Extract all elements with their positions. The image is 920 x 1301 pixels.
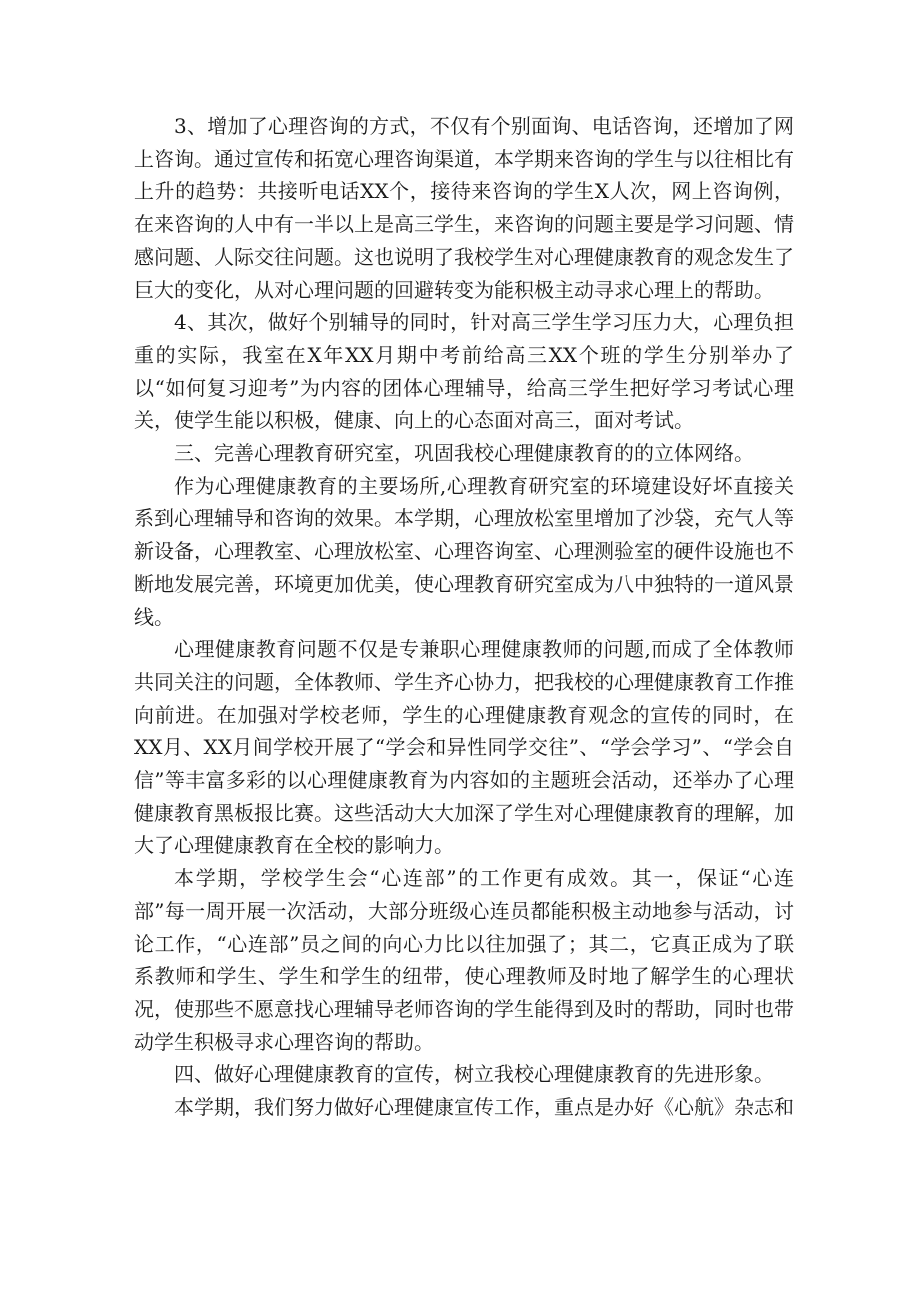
- paragraph-all-teachers: 心理健康教育问题不仅是专兼职心理健康教师的问题,而成了全体教师共同关注的问题，全体教师、学生齐心协力，把我校的心理健康教育工作推向前进。在加强对学校老师，学生的心理健康教育观念的宣传的同时，在XX月、XX月间学校开展了“学会和异性同学交往”、“学会学习”、“学会自信”等丰富多彩的以心理健康教育为内容如的主题班会活动，还举办了心理健康教育黑板报比赛。这些活动大大加深了学生对心理健康教育的理解，加大了心理健康教育在全校的影响力。: [134, 637, 794, 858]
- paragraph-research-room: 作为心理健康教育的主要场所,心理教育研究室的环境建设好坏直接关系到心理辅导和咨询的效果。本学期，心理放松室里增加了沙袋，充气人等新设备，心理教室、心理放松室、心理咨询室、心理测验室的硬件设施也不断地发展完善，环境更加优美，使心理教育研究室成为八中独特的一道风景线。: [134, 473, 794, 629]
- section-heading-3: 三、完善心理教育研究室，巩固我校心理健康教育的的立体网络。: [174, 441, 754, 466]
- paragraph-publicity: 本学期，我们努力做好心理健康宣传工作，重点是办好《心航》杂志和: [174, 1095, 794, 1120]
- section-heading-4: 四、做好心理健康教育的宣传，树立我校心理健康教育的先进形象。: [174, 1062, 774, 1087]
- document-body: [134, 110, 794, 1124]
- paragraph-item-4-senior-group-counseling: 4、其次，做好个别辅导的同时，针对高三学生学习压力大，心理负担重的实际，我室在X年XX月期中考前给高三XX个班的学生分别举办了以“如何复习迎考”为内容的团体心理辅导，给高三学生把好学习考试心理关，使学生能以积极，健康、向上的心态面对高三，面对考试。: [134, 310, 794, 433]
- paragraph-student-union: 本学期，学校学生会“心连部”的工作更有成效。其一，保证“心连部”每一周开展一次活动，大部分班级心连员都能积极主动地参与活动，讨论工作，“心连部”员之间的向心力比以往加强了；其二，它真正成为了联系教师和学生、学生和学生的纽带，使心理教师及时地了解学生的心理状况，使那些不愿意找心理辅导老师咨询的学生能得到及时的帮助，同时也带动学生积极寻求心理咨询的帮助。: [134, 866, 794, 1054]
- paragraph-item-3-consulting-methods: 3、增加了心理咨询的方式，不仅有个别面询、电话咨询，还增加了网上咨询。通过宣传和拓宽心理咨询渠道，本学期来咨询的学生与以往相比有上升的趋势：共接听电话XX个，接待来咨询的学生X人次，网上咨询例，在来咨询的人中有一半以上是高三学生，来咨询的问题主要是学习问题、情感问题、人际交往问题。这也说明了我校学生对心理健康教育的观念发生了巨大的变化，从对心理问题的回避转变为能积极主动寻求心理上的帮助。: [134, 114, 794, 302]
